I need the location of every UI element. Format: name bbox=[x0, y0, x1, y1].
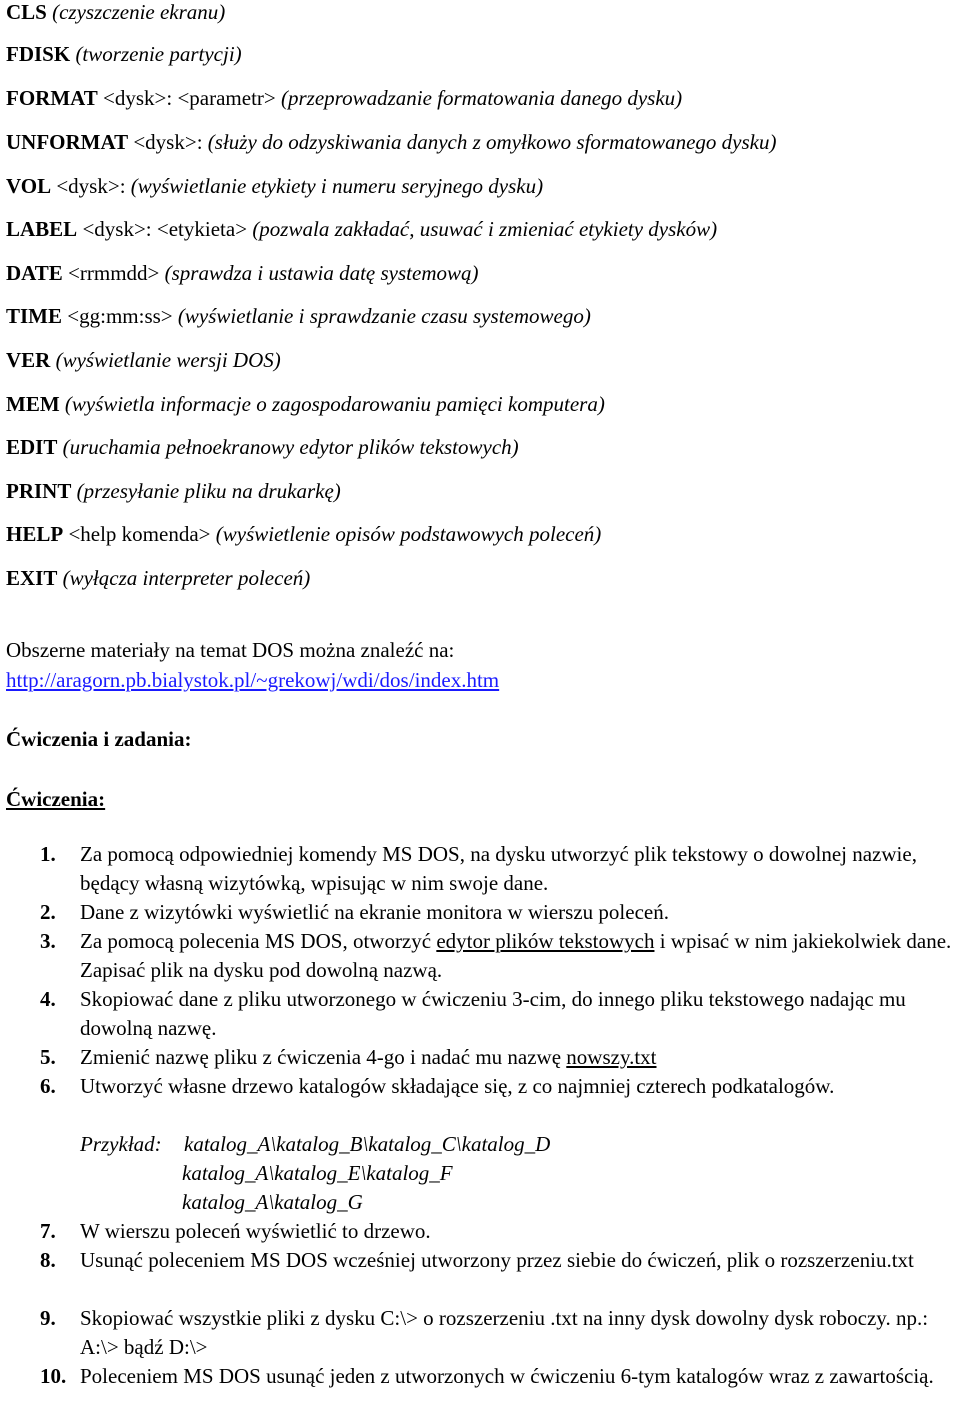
exercise-text: Utworzyć własne drzewo katalogów składające się, z co najmniej czterech podkatalogów. bbox=[80, 1074, 835, 1098]
command-line-vol bbox=[6, 174, 543, 198]
exercise-text bbox=[80, 1043, 958, 1072]
command-line-exit bbox=[6, 566, 310, 590]
command-description: (wyłącza interpreter poleceń) bbox=[62, 566, 311, 590]
example-path: katalog_A\katalog_G bbox=[182, 1190, 363, 1214]
exercise-text: Skopiować dane z pliku utworzonego w ćwiczeniu 3-cim, do innego pliku tekstowego nadając mu dowolną nazwę. bbox=[80, 987, 906, 1040]
materials-link[interactable]: http://aragorn.pb.bialystok.pl/~grekowj/wdi/dos/index.htm bbox=[6, 668, 500, 692]
command-description: (pozwala zakładać, usuwać i zmieniać etykiety dysków) bbox=[247, 217, 718, 241]
exercise-text: Poleceniem MS DOS usunąć jeden z utworzonych w ćwiczeniu 6-tym katalogów wraz z zawartością. bbox=[80, 1364, 934, 1388]
command-args: <help komenda> bbox=[63, 522, 211, 546]
command-name: CLS bbox=[6, 0, 47, 24]
command-description: (przeprowadzanie formatowania danego dysku) bbox=[275, 86, 683, 110]
filename-link[interactable]: nowszy.txt bbox=[566, 1045, 657, 1069]
command-name: VER bbox=[6, 348, 51, 372]
exercise-number: 7. bbox=[40, 1219, 56, 1243]
command-line-format bbox=[6, 86, 682, 110]
command-name: HELP bbox=[6, 522, 64, 546]
command-description: (uruchamia pełnoekranowy edytor plików tekstowych) bbox=[62, 435, 519, 459]
exercise-text: W wierszu poleceń wyświetlić to drzewo. bbox=[80, 1219, 431, 1243]
command-name: EXIT bbox=[6, 566, 58, 590]
example-label: Przykład: bbox=[80, 1132, 162, 1156]
exercise-text-pre: Za pomocą polecenia MS DOS, otworzyć bbox=[80, 929, 437, 953]
exercise-number: 10. bbox=[40, 1364, 67, 1388]
command-args: <gg:mm:ss> bbox=[62, 304, 173, 328]
command-description: (czyszczenie ekranu) bbox=[52, 0, 226, 24]
exercise-text-post: i wpisać w nim jakiekolwiek dane. Zapisać plik na dysku pod dowolną nazwą. bbox=[80, 929, 952, 982]
command-line-mem bbox=[6, 392, 605, 416]
exercise-number: 2. bbox=[40, 900, 56, 924]
command-line-date bbox=[6, 261, 478, 285]
exercise-text: Za pomocą odpowiedniej komendy MS DOS, na dysku utworzyć plik tekstowy o dowolnej nazwie, będący własną wizytówką, wpisując w nim swoje dane. bbox=[80, 842, 917, 895]
command-name: UNFORMAT bbox=[6, 130, 129, 154]
subsection-title: Ćwiczenia: bbox=[6, 787, 106, 811]
command-description: (wyświetlanie etykiety i numeru seryjnego dysku) bbox=[130, 174, 544, 198]
editor-link[interactable]: edytor plików tekstowych bbox=[436, 929, 655, 953]
command-name: VOL bbox=[6, 174, 52, 198]
command-args: <dysk>: <etykieta> bbox=[77, 217, 248, 241]
command-name: EDIT bbox=[6, 435, 58, 459]
command-line-edit bbox=[6, 435, 519, 459]
command-description: (wyświetla informacje o zagospodarowaniu pamięci komputera) bbox=[64, 392, 605, 416]
materials-link-line bbox=[6, 668, 499, 692]
command-line-help bbox=[6, 522, 601, 546]
exercise-text: Dane z wizytówki wyświetlić na ekranie monitora w wierszu poleceń. bbox=[80, 900, 669, 924]
command-description: (wyświetlenie opisów podstawowych poleceń) bbox=[210, 522, 602, 546]
command-description: (wyświetlanie i sprawdzanie czasu systemowego) bbox=[172, 304, 591, 328]
command-description: (przesyłanie pliku na drukarkę) bbox=[76, 479, 341, 503]
command-args: <dysk>: <parametr> bbox=[97, 86, 276, 110]
command-name: TIME bbox=[6, 304, 63, 328]
exercise-number: 4. bbox=[40, 987, 56, 1011]
command-name: FDISK bbox=[6, 42, 71, 66]
command-args: <dysk>: bbox=[128, 130, 208, 154]
command-line-print bbox=[6, 479, 341, 503]
exercise-text: Skopiować wszystkie pliki z dysku C:\> o rozszerzeniu .txt na inny dysk dowolny dysk roboczy. np.: A:\> bądź D:\> bbox=[80, 1306, 929, 1359]
command-line-unformat bbox=[6, 130, 776, 154]
exercise-number: 5. bbox=[40, 1045, 56, 1069]
command-line-cls bbox=[6, 0, 225, 24]
command-line-time bbox=[6, 304, 591, 328]
command-args: <rrmmdd> bbox=[62, 261, 160, 285]
command-name: PRINT bbox=[6, 479, 72, 503]
command-line-fdisk bbox=[6, 42, 242, 66]
exercise-number: 1. bbox=[40, 842, 56, 866]
exercise-number: 9. bbox=[40, 1306, 56, 1330]
example-path: katalog_A\katalog_B\katalog_C\katalog_D bbox=[184, 1132, 551, 1156]
command-line-ver bbox=[6, 348, 281, 372]
exercise-text-pre: Zmienić nazwę pliku z ćwiczenia 4-go i nadać mu nazwę bbox=[80, 1045, 567, 1069]
command-line-label bbox=[6, 217, 717, 241]
command-name: LABEL bbox=[6, 217, 78, 241]
exercise-text: Usunąć poleceniem MS DOS wcześniej utworzony przez siebie do ćwiczeń, plik o rozszerzeniu.txt bbox=[80, 1248, 914, 1272]
command-description: (służy do odzyskiwania danych z omyłkowo sformatowanego dysku) bbox=[207, 130, 777, 154]
command-name: DATE bbox=[6, 261, 63, 285]
command-name: FORMAT bbox=[6, 86, 98, 110]
exercise-number: 8. bbox=[40, 1248, 56, 1272]
section-title: Ćwiczenia i zadania: bbox=[6, 727, 192, 751]
command-name: MEM bbox=[6, 392, 60, 416]
exercise-number: 3. bbox=[40, 929, 56, 953]
example-path: katalog_A\katalog_E\katalog_F bbox=[182, 1161, 453, 1185]
materials-text: Obszerne materiały na temat DOS można znaleźć na: bbox=[6, 638, 455, 662]
command-description: (wyświetlanie wersji DOS) bbox=[55, 348, 281, 372]
command-description: (tworzenie partycji) bbox=[75, 42, 242, 66]
exercise-number: 6. bbox=[40, 1074, 56, 1098]
command-args: <dysk>: bbox=[51, 174, 131, 198]
command-description: (sprawdza i ustawia datę systemową) bbox=[159, 261, 479, 285]
exercise-text bbox=[80, 927, 958, 985]
